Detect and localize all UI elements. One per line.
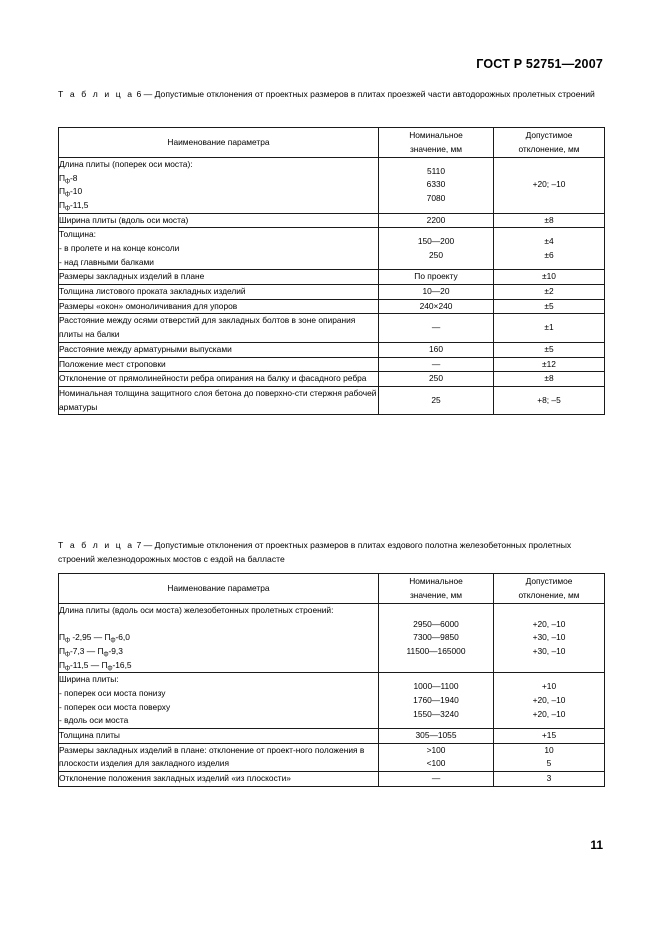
table-7-header-row bbox=[59, 574, 605, 604]
deviation-value-cell: ±1 bbox=[494, 314, 605, 342]
parameter-name-cell: Отклонение положения закладных изделий «из плоскости» bbox=[59, 772, 379, 787]
deviation-value-cell: ±10 bbox=[494, 270, 605, 285]
parameter-name-cell: Отклонение от прямолинейности ребра опирания на балку и фасадного ребра bbox=[59, 372, 379, 387]
table-row bbox=[59, 603, 605, 672]
parameter-name-cell: Ширина плиты (вдоль оси моста) bbox=[59, 213, 379, 228]
parameter-name-cell: Толщина: - в пролете и на конце консоли - над главными балками bbox=[59, 228, 379, 270]
parameter-name-cell: Ширина плиты: - поперек оси моста понизу - поперек оси моста поверху - вдоль оси моста bbox=[59, 673, 379, 729]
table-7-caption-number: 7 bbox=[136, 540, 142, 550]
parameter-name-cell: Толщина листового проката закладных изделий bbox=[59, 285, 379, 300]
nominal-value-cell: — bbox=[379, 772, 494, 787]
deviation-value-cell: +8; –5 bbox=[494, 386, 605, 414]
table-6-body bbox=[59, 157, 605, 414]
parameter-name-cell: Длина плиты (вдоль оси моста) железобетонных пролетных строений: $П_ф$ -2,95 — $П_ф-6,0$ $П_ф-7,3$ — $П_ф-9,3$ $П_ф-11,5$ — $П_ф-16,5$ bbox=[59, 603, 379, 672]
deviation-value-cell: ±4 ±6 bbox=[494, 228, 605, 270]
deviation-value-cell: +20; –10 bbox=[494, 157, 605, 213]
table-row bbox=[59, 213, 605, 228]
nominal-value-cell: 160 bbox=[379, 342, 494, 357]
table-6-header-row bbox=[59, 128, 605, 158]
table-7-caption bbox=[58, 539, 604, 567]
parameter-name-cell: Размеры «окон» омоноличивания для упоров bbox=[59, 299, 379, 314]
table-6-caption-label: Т а б л и ц а bbox=[58, 89, 135, 99]
parameter-name-cell: Размеры закладных изделий в плане bbox=[59, 270, 379, 285]
deviation-value-cell: +10 +20, –10 +20, –10 bbox=[494, 673, 605, 729]
parameter-name-cell: Расстояние между осями отверстий для закладных болтов в зоне опирания плиты на балки bbox=[59, 314, 379, 342]
deviation-value-cell: ±2 bbox=[494, 285, 605, 300]
table-7-caption-label: Т а б л и ц а bbox=[58, 540, 135, 550]
nominal-value-cell: 25 bbox=[379, 386, 494, 414]
parameter-name-cell: Длина плиты (поперек оси моста): $П_ф-8$ $П_ф-10$ $П_ф-11,5$ bbox=[59, 157, 379, 213]
nominal-value-cell: По проекту bbox=[379, 270, 494, 285]
deviation-value-cell: ±8 bbox=[494, 372, 605, 387]
table-row bbox=[59, 314, 605, 342]
nominal-value-cell: 2200 bbox=[379, 213, 494, 228]
table-row bbox=[59, 270, 605, 285]
table-row bbox=[59, 673, 605, 729]
table-row bbox=[59, 299, 605, 314]
table-row bbox=[59, 228, 605, 270]
table-6-caption-number: 6 bbox=[136, 89, 142, 99]
nominal-value-cell: >100 <100 bbox=[379, 743, 494, 771]
table-7-caption-text: — Допустимые отклонения от проектных размеров в плитах ездового полотна железобетонных пролетных строений железнодорожных мостов с ездой на балласте bbox=[58, 540, 572, 564]
nominal-value-cell: 2950—6000 7300—9850 11500—165000 bbox=[379, 603, 494, 672]
deviation-value-cell: ±5 bbox=[494, 299, 605, 314]
table-6-col-deviation: Допустимое отклонение, мм bbox=[494, 128, 605, 158]
table-7-col-nominal: Номинальное значение, мм bbox=[379, 574, 494, 604]
deviation-value-cell: +15 bbox=[494, 729, 605, 744]
nominal-value-cell: — bbox=[379, 314, 494, 342]
nominal-value-cell: 10—20 bbox=[379, 285, 494, 300]
deviation-value-cell: 3 bbox=[494, 772, 605, 787]
table-row bbox=[59, 772, 605, 787]
parameter-name-cell: Номинальная толщина защитного слоя бетона до поверхно-сти стержня рабочей арматуры bbox=[59, 386, 379, 414]
table-6 bbox=[58, 127, 605, 415]
deviation-value-cell: 10 5 bbox=[494, 743, 605, 771]
deviation-value-cell: ±5 bbox=[494, 342, 605, 357]
nominal-value-cell: 1000—1100 1760—1940 1550—3240 bbox=[379, 673, 494, 729]
deviation-value-cell: ±12 bbox=[494, 357, 605, 372]
deviation-value-cell: ±8 bbox=[494, 213, 605, 228]
table-row bbox=[59, 285, 605, 300]
table-row bbox=[59, 357, 605, 372]
table-7-col-deviation: Допустимое отклонение, мм bbox=[494, 574, 605, 604]
nominal-value-cell: 250 bbox=[379, 372, 494, 387]
nominal-value-cell: 305—1055 bbox=[379, 729, 494, 744]
table-7-col-name: Наименование параметра bbox=[59, 574, 379, 604]
table-6-caption bbox=[58, 88, 604, 102]
table-6-caption-text: — Допустимые отклонения от проектных размеров в плитах проезжей части автодорожных пролетных строений bbox=[143, 89, 595, 99]
table-row bbox=[59, 157, 605, 213]
parameter-name-cell: Расстояние между арматурными выпусками bbox=[59, 342, 379, 357]
table-7 bbox=[58, 573, 605, 787]
deviation-value-cell: +20, –10 +30, –10 +30, –10 bbox=[494, 603, 605, 672]
standard-header: ГОСТ Р 52751—2007 bbox=[476, 57, 603, 71]
table-row bbox=[59, 372, 605, 387]
table-6-col-name: Наименование параметра bbox=[59, 128, 379, 158]
parameter-name-cell: Положение мест строповки bbox=[59, 357, 379, 372]
table-7-body bbox=[59, 603, 605, 786]
parameter-name-cell: Толщина плиты bbox=[59, 729, 379, 744]
table-6-col-nominal: Номинальное значение, мм bbox=[379, 128, 494, 158]
nominal-value-cell: 5110 6330 7080 bbox=[379, 157, 494, 213]
table-row bbox=[59, 342, 605, 357]
page-number: 11 bbox=[590, 838, 603, 852]
nominal-value-cell: — bbox=[379, 357, 494, 372]
nominal-value-cell: 150—200 250 bbox=[379, 228, 494, 270]
nominal-value-cell: 240×240 bbox=[379, 299, 494, 314]
parameter-name-cell: Размеры закладных изделий в плане: отклонение от проект-ного положения в плоскости изделия для закладного изделия bbox=[59, 743, 379, 771]
table-row bbox=[59, 386, 605, 414]
table-row bbox=[59, 729, 605, 744]
table-row bbox=[59, 743, 605, 771]
